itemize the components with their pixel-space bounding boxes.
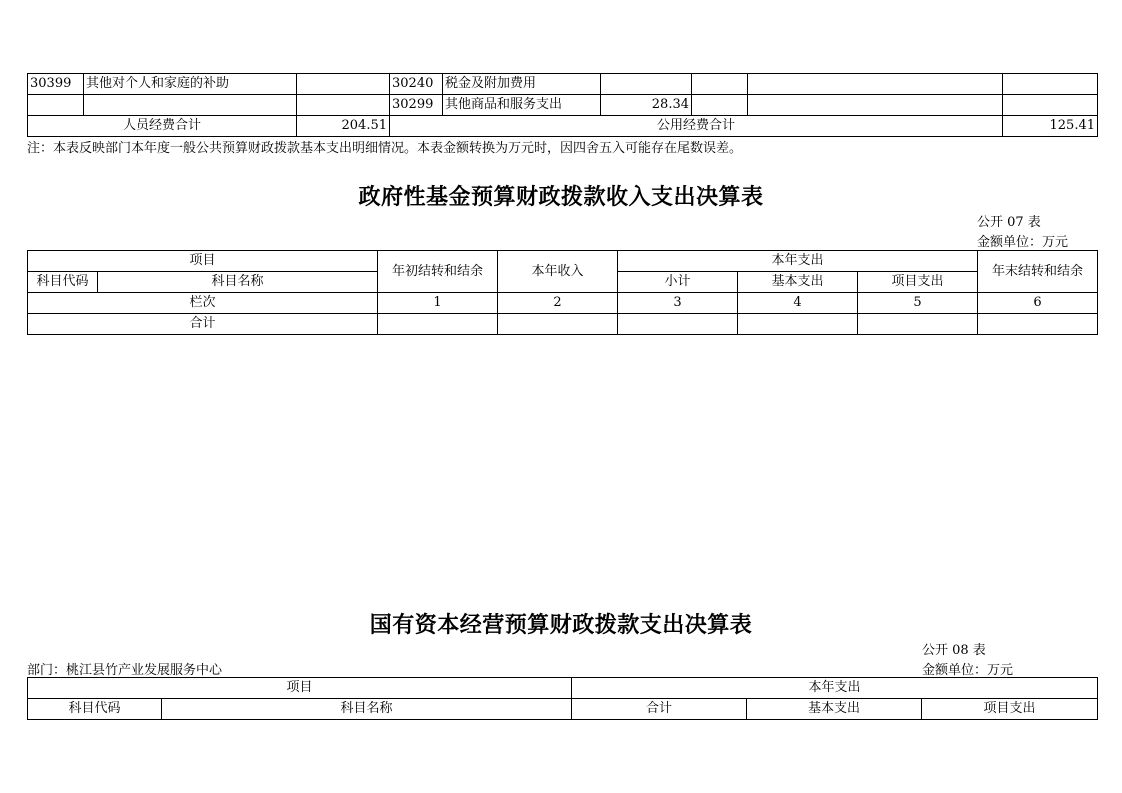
department-label: 部门：桃江县竹产业发展服务中心 <box>27 663 223 678</box>
project-header: 项目支出 <box>858 272 978 293</box>
header-row <box>28 251 1098 272</box>
subject-code: 30240 <box>390 74 443 95</box>
amount-cell <box>297 95 390 116</box>
empty-cell <box>748 74 1003 95</box>
amount-cell <box>601 74 692 95</box>
state-capital-table <box>27 677 1098 720</box>
state-capital-form-no: 公开 08 表 <box>922 643 986 658</box>
item-header: 项目 <box>28 678 572 699</box>
empty-cell <box>1003 74 1098 95</box>
subject-name: 其他商品和服务支出 <box>443 95 601 116</box>
empty-cell <box>738 314 858 335</box>
basic-header: 基本支出 <box>738 272 858 293</box>
income-header: 本年收入 <box>498 251 618 293</box>
column-number: 1 <box>378 293 498 314</box>
gov-fund-form-no: 公开 07 表 <box>977 215 1041 230</box>
empty-cell <box>748 95 1003 116</box>
personnel-total-value: 204.51 <box>297 116 390 137</box>
subject-code: 30399 <box>28 74 84 95</box>
total-row <box>28 314 1098 335</box>
subject-code: 30299 <box>390 95 443 116</box>
subject-name <box>84 95 297 116</box>
public-total-value: 125.41 <box>1003 116 1098 137</box>
expense-header: 本年支出 <box>572 678 1098 699</box>
empty-cell <box>978 314 1098 335</box>
state-capital-unit: 金额单位：万元 <box>922 663 1014 678</box>
total-label: 合计 <box>28 314 378 335</box>
table-note: 注：本表反映部门本年度一般公共预算财政拨款基本支出明细情况。本表金额转换为万元时，因四舍五入可能存在尾数误差。 <box>27 141 743 156</box>
header-row <box>28 699 1098 720</box>
column-number-row <box>28 293 1098 314</box>
project-header: 项目支出 <box>922 699 1098 720</box>
gov-fund-title: 政府性基金预算财政拨款收入支出决算表 <box>358 184 764 210</box>
empty-cell <box>692 74 748 95</box>
subject-name: 其他对个人和家庭的补助 <box>84 74 297 95</box>
totals-row <box>28 116 1098 137</box>
empty-cell <box>1003 95 1098 116</box>
header-row <box>28 678 1098 699</box>
column-number: 4 <box>738 293 858 314</box>
basic-expense-detail-table <box>27 73 1098 137</box>
state-capital-title: 国有资本经营预算财政拨款支出决算表 <box>369 612 753 638</box>
end-balance-header: 年末结转和结余 <box>978 251 1098 293</box>
code-header: 科目代码 <box>28 699 162 720</box>
column-number: 2 <box>498 293 618 314</box>
empty-cell <box>378 314 498 335</box>
table-row <box>28 74 1098 95</box>
amount-cell: 28.34 <box>601 95 692 116</box>
expense-header: 本年支出 <box>618 251 978 272</box>
amount-cell <box>297 74 390 95</box>
column-number: 5 <box>858 293 978 314</box>
subject-code <box>28 95 84 116</box>
column-number: 3 <box>618 293 738 314</box>
table-row <box>28 95 1098 116</box>
item-header: 项目 <box>28 251 378 272</box>
gov-fund-unit: 金额单位：万元 <box>977 235 1069 250</box>
name-header: 科目名称 <box>162 699 572 720</box>
column-row-label: 栏次 <box>28 293 378 314</box>
empty-cell <box>692 95 748 116</box>
subtotal-header: 小计 <box>618 272 738 293</box>
total-header: 合计 <box>572 699 747 720</box>
subject-name: 税金及附加费用 <box>443 74 601 95</box>
gov-fund-table <box>27 250 1098 335</box>
name-header: 科目名称 <box>98 272 378 293</box>
empty-cell <box>498 314 618 335</box>
empty-cell <box>858 314 978 335</box>
personnel-total-label: 人员经费合计 <box>28 116 297 137</box>
empty-cell <box>618 314 738 335</box>
begin-balance-header: 年初结转和结余 <box>378 251 498 293</box>
public-total-label: 公用经费合计 <box>390 116 1003 137</box>
basic-header: 基本支出 <box>747 699 922 720</box>
code-header: 科目代码 <box>28 272 98 293</box>
column-number: 6 <box>978 293 1098 314</box>
